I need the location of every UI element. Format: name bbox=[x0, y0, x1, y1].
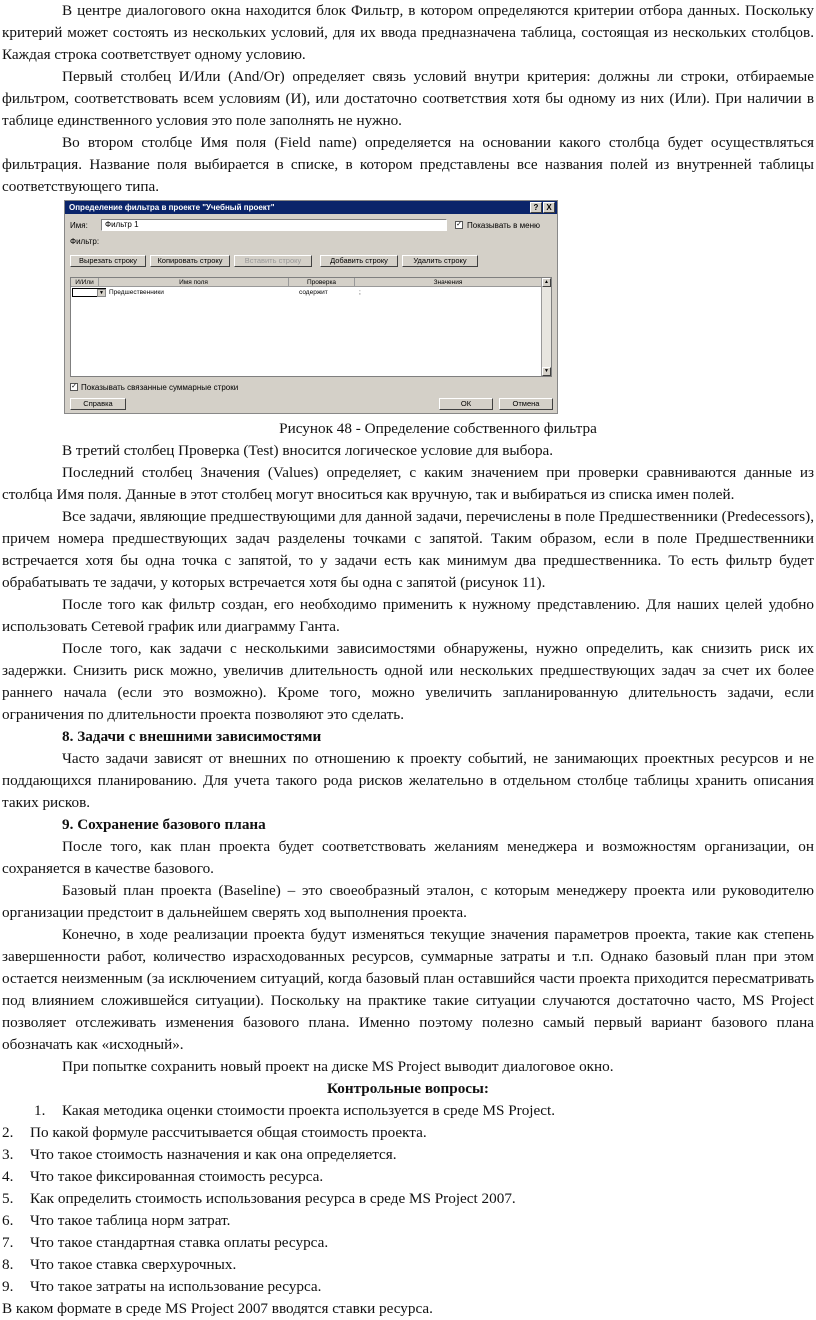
control-questions-list bbox=[2, 1100, 814, 1298]
help-title-button[interactable]: ? bbox=[530, 202, 542, 213]
scroll-down-icon[interactable]: ▼ bbox=[542, 367, 551, 376]
help-button[interactable]: Справка bbox=[70, 398, 126, 410]
dialog-title: Определение фильтра в проекте "Учебный проект" bbox=[69, 203, 275, 212]
row-test[interactable]: содержит bbox=[299, 289, 328, 296]
chevron-down-icon[interactable]: ▼ bbox=[97, 289, 106, 297]
figure-dialog bbox=[2, 200, 814, 418]
column-header-and-or[interactable]: И/Или bbox=[71, 278, 99, 287]
heading-external-dependencies: 8. Задачи с внешними зависимостями bbox=[62, 728, 322, 745]
row-field-name[interactable]: Предшественники bbox=[109, 289, 164, 296]
show-in-menu-checkbox[interactable]: ✓ bbox=[456, 221, 462, 228]
list-item: 2. По какой формуле рассчитывается общая стоимость проекта. bbox=[2, 1124, 427, 1141]
column-header-values[interactable]: Значения bbox=[355, 278, 542, 287]
paragraph-save-dialog: При попытке сохранить новый проект на диске MS Project выводит диалоговое окно. bbox=[62, 1058, 614, 1075]
filter-label: Фильтр: bbox=[70, 237, 100, 246]
column-header-test[interactable]: Проверка bbox=[289, 278, 355, 287]
close-icon[interactable]: X bbox=[543, 202, 555, 213]
cut-row-button[interactable]: Вырезать строку bbox=[70, 255, 146, 267]
table-scrollbar[interactable] bbox=[541, 278, 551, 376]
paragraph-baseline-changes: Конечно, в ходе реализации проекта будут изменяться текущие значения параметров проекта, такие как степень завершенности работ, количество израсходованных ресурсов, суммарные затраты и т.п. Однако базовый план при этом остается неизменным (за исключением ситуаций, когда базовый план оставшийся части проекта приходится пересматривать под влиянием сложившейся ситуации). Поскольку на практике такие ситуации случаются достаточно часто, MS Project позволяет отслеживать изменения базового плана. Именно поэтому полезно самый первый вариант базового плана обозначать как «исходный». bbox=[2, 926, 814, 1053]
figure-caption: Рисунок 48 - Определение собственного фильтра bbox=[279, 420, 597, 437]
list-item: 7. Что такое стандартная ставка оплаты ресурса. bbox=[2, 1234, 329, 1251]
scroll-up-icon[interactable]: ▲ bbox=[542, 278, 551, 287]
add-row-button[interactable]: Добавить строку bbox=[320, 255, 398, 267]
list-item: 6. Что такое таблица норм затрат. bbox=[2, 1212, 231, 1229]
list-item: 3. Что такое стоимость назначения и как она определяется. bbox=[2, 1146, 397, 1163]
show-summary-label: Показывать связанные суммарные строки bbox=[81, 383, 239, 392]
last-question-line: В каком формате в среде MS Project 2007 вводятся ставки ресурса. bbox=[2, 1300, 433, 1317]
copy-row-button[interactable]: Копировать строку bbox=[150, 255, 230, 267]
paragraph-and-or: Первый столбец И/Или (And/Or) определяет связь условий внутри критерия: должны ли строки, отбираемые фильтром, соответствовать всем условиям (И), или достаточно соответствия хотя бы одному из них (Или). При наличии в таблице единственного условия это поле заполнять не нужно. bbox=[2, 68, 814, 129]
show-summary-checkbox[interactable]: ✓ bbox=[71, 383, 77, 390]
paragraph-filter-block: В центре диалогового окна находится блок Фильтр, в котором определяются критерии отбора данных. Поскольку критерий может состоять из нескольких условий, для их ввода предназначена таблица, состоящая из нескольких столбцов. Каждая строка соответствует одному условию. bbox=[2, 2, 814, 63]
paragraph-test-column: В третий столбец Проверка (Test) вносится логическое условие для выбора. bbox=[62, 442, 554, 459]
ok-button[interactable]: ОК bbox=[439, 398, 493, 410]
cancel-button[interactable]: Отмена bbox=[499, 398, 553, 410]
list-item: 8. Что такое ставка сверхурочных. bbox=[2, 1256, 237, 1273]
paragraph-apply-filter: После того как фильтр создан, его необходимо применить к нужному представлению. Для наших целей удобно использовать Сетевой график или диаграмму Ганта. bbox=[2, 596, 814, 635]
paragraph-baseline-definition: Базовый план проекта (Baseline) – это своеобразный эталон, с которым менеджеру проекта или руководителю организации предстоит в дальнейшем сверять ход выполнения проекта. bbox=[2, 882, 814, 921]
filter-criteria-table[interactable] bbox=[70, 277, 552, 377]
show-in-menu-label: Показывать в меню bbox=[467, 221, 540, 230]
list-item: 9. Что такое затраты на использование ресурса. bbox=[2, 1278, 322, 1295]
heading-baseline: 9. Сохранение базового плана bbox=[62, 816, 266, 833]
list-item: 1. Какая методика оценки стоимости проекта используется в среде MS Project. bbox=[34, 1102, 556, 1119]
paragraph-values-column: Последний столбец Значения (Values) определяет, с каким значением при проверки сравниваются данные из столбца Имя поля. Данные в этот столбец могут вноситься как вручную, так и выбираться из списка имен полей. bbox=[2, 464, 814, 503]
column-header-field-name[interactable]: Имя поля bbox=[99, 278, 289, 287]
paragraph-reduce-risk: После того, как задачи с несколькими зависимостями обнаружены, нужно определить, как снизить риск их задержки. Снизить риск можно, увеличив длительность одной или нескольких предшествующих задач за счет их более раннего начала (если это возможно). Кроме того, можно увеличить запланированную длительность задачи, если ограничения по длительности проекта позволяют это сделать. bbox=[2, 640, 814, 723]
name-input[interactable]: Фильтр 1 bbox=[101, 219, 447, 231]
control-questions-heading: Контрольные вопросы: bbox=[327, 1080, 489, 1097]
paragraph-field-name: Во втором столбце Имя поля (Field name) определяется на основании какого столбца будет осуществляться фильтрация. Название поля выбирается в списке, в котором представлены все названия полей из внутренней таблицы соответствующего типа. bbox=[2, 134, 814, 195]
paragraph-predecessors: Все задачи, являющие предшествующими для данной задачи, перечислены в поле Предшественники (Predecessors), причем номера предшествующих задач разделены точками с запятой. Таким образом, если в поле Предшественники встречается хотя бы одна точка с запятой, то у задачи есть как минимум два предшественника. То есть фильтр будет обрабатывать те задачи, у которых встречается хотя бы одна с запятой (рисунок 11). bbox=[2, 508, 814, 591]
list-item: 4. Что такое фиксированная стоимость ресурса. bbox=[2, 1168, 324, 1185]
paragraph-external-dependencies: Часто задачи зависят от внешних по отношению к проекту событий, не занимающих проектных ресурсов и не поддающихся планированию. Для учета такого рода рисков желательно в отдельном столбце таблицы хранить описания таких рисков. bbox=[2, 750, 814, 811]
filter-definition-dialog bbox=[64, 200, 558, 414]
paragraph-baseline-saved: После того, как план проекта будет соответствовать желаниям менеджера и возможностям организации, он сохраняется в качестве базового. bbox=[2, 838, 814, 877]
name-label: Имя: bbox=[70, 221, 88, 230]
paste-row-button[interactable]: Вставить строку bbox=[234, 255, 312, 267]
dialog-titlebar bbox=[65, 201, 557, 214]
delete-row-button[interactable]: Удалить строку bbox=[402, 255, 478, 267]
row-value[interactable]: ; bbox=[359, 289, 361, 296]
list-item: 5. Как определить стоимость использования ресурса в среде MS Project 2007. bbox=[2, 1190, 516, 1207]
